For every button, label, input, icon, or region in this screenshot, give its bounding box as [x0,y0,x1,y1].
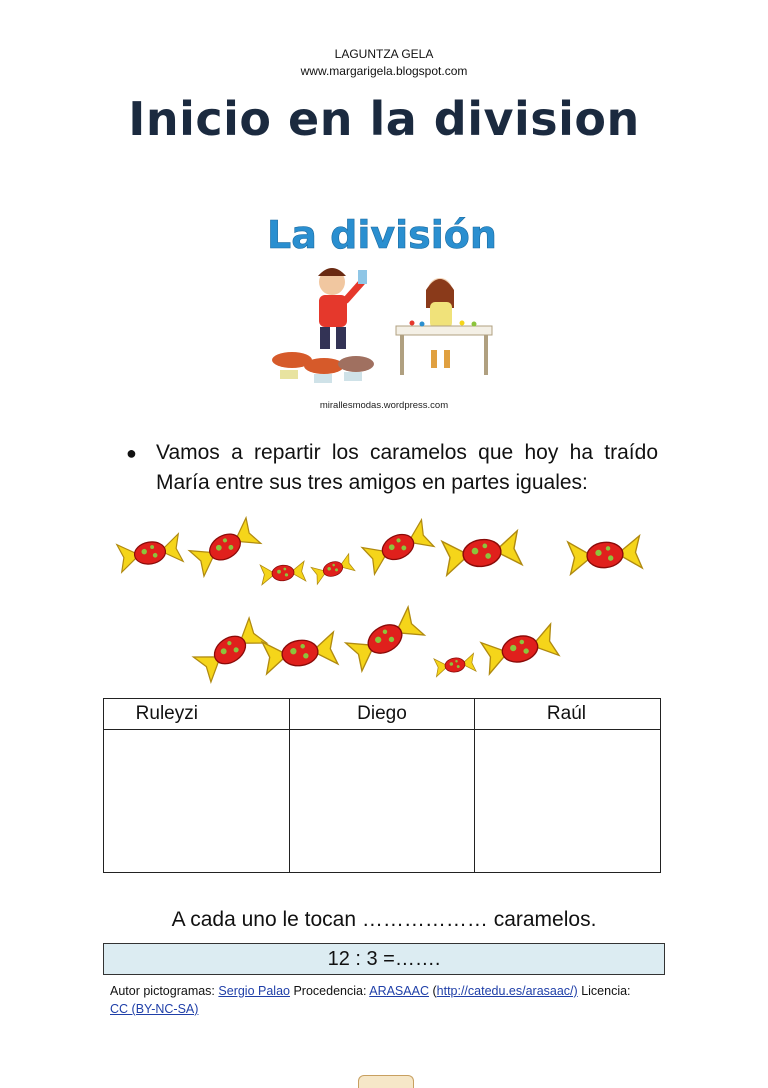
procedencia-label: Procedencia: [293,984,367,998]
footer-credits [110,982,670,1018]
table-answer-row [104,730,661,873]
operation-box: 12 : 3 =……. [103,943,665,975]
share-table [103,698,661,873]
header-raul: Raúl [475,699,661,730]
boy-figure [318,268,367,349]
candies-group [100,505,670,695]
illustration-credit: mirallesmodas.wordpress.com [319,400,449,411]
candy-12 [481,624,559,674]
document-header [0,46,768,80]
instruction-bullet [128,438,658,498]
page-title: Inicio en la division [128,92,640,146]
license-link[interactable]: CC (BY-NC-SA) [110,1002,199,1016]
result-sentence: A cada uno le tocan ……………… caramelos. [171,908,597,931]
candy-11 [434,653,476,676]
autor-link[interactable]: Sergio Palao [218,984,290,998]
cell-diego[interactable] [289,730,475,873]
url-link[interactable]: http://catedu.es/arasaac/) [436,984,578,998]
bullet-dot-icon: ● [126,443,137,463]
candy-2 [189,518,261,576]
candy-plates [272,352,374,383]
candy-9 [262,632,338,674]
header-line-2: www.margarigela.blogspot.com [300,64,468,78]
division-illustration [262,190,502,390]
candy-10 [346,607,425,671]
candy-6 [442,531,522,575]
cell-raul[interactable] [475,730,661,873]
candy-4 [311,554,355,585]
header-line-1: LAGUNTZA GELA [334,47,434,61]
header-ruleyzi: Ruleyzi [104,699,290,730]
paren-open: ( [432,984,437,998]
header-diego: Diego [289,699,475,730]
autor-label: Autor pictogramas: [110,984,215,998]
page-number-tab [358,1075,414,1088]
instruction-line-2: María entre sus tres amigos en partes iguales: [156,471,588,494]
candy-7 [568,536,643,575]
table-header-row [104,699,661,730]
girl-figure [426,278,454,368]
candy-5 [362,520,434,574]
candy-8 [193,618,266,682]
procedencia-link[interactable]: ARASAAC [369,984,429,998]
cell-ruleyzi[interactable] [104,730,290,873]
instruction-line-1: Vamos a repartir los caramelos que hoy ha traído [156,441,658,464]
licencia-label: Licencia: [581,984,631,998]
candy-3 [260,561,306,585]
illustration-heading: La división [267,213,497,257]
candy-1 [117,534,183,572]
